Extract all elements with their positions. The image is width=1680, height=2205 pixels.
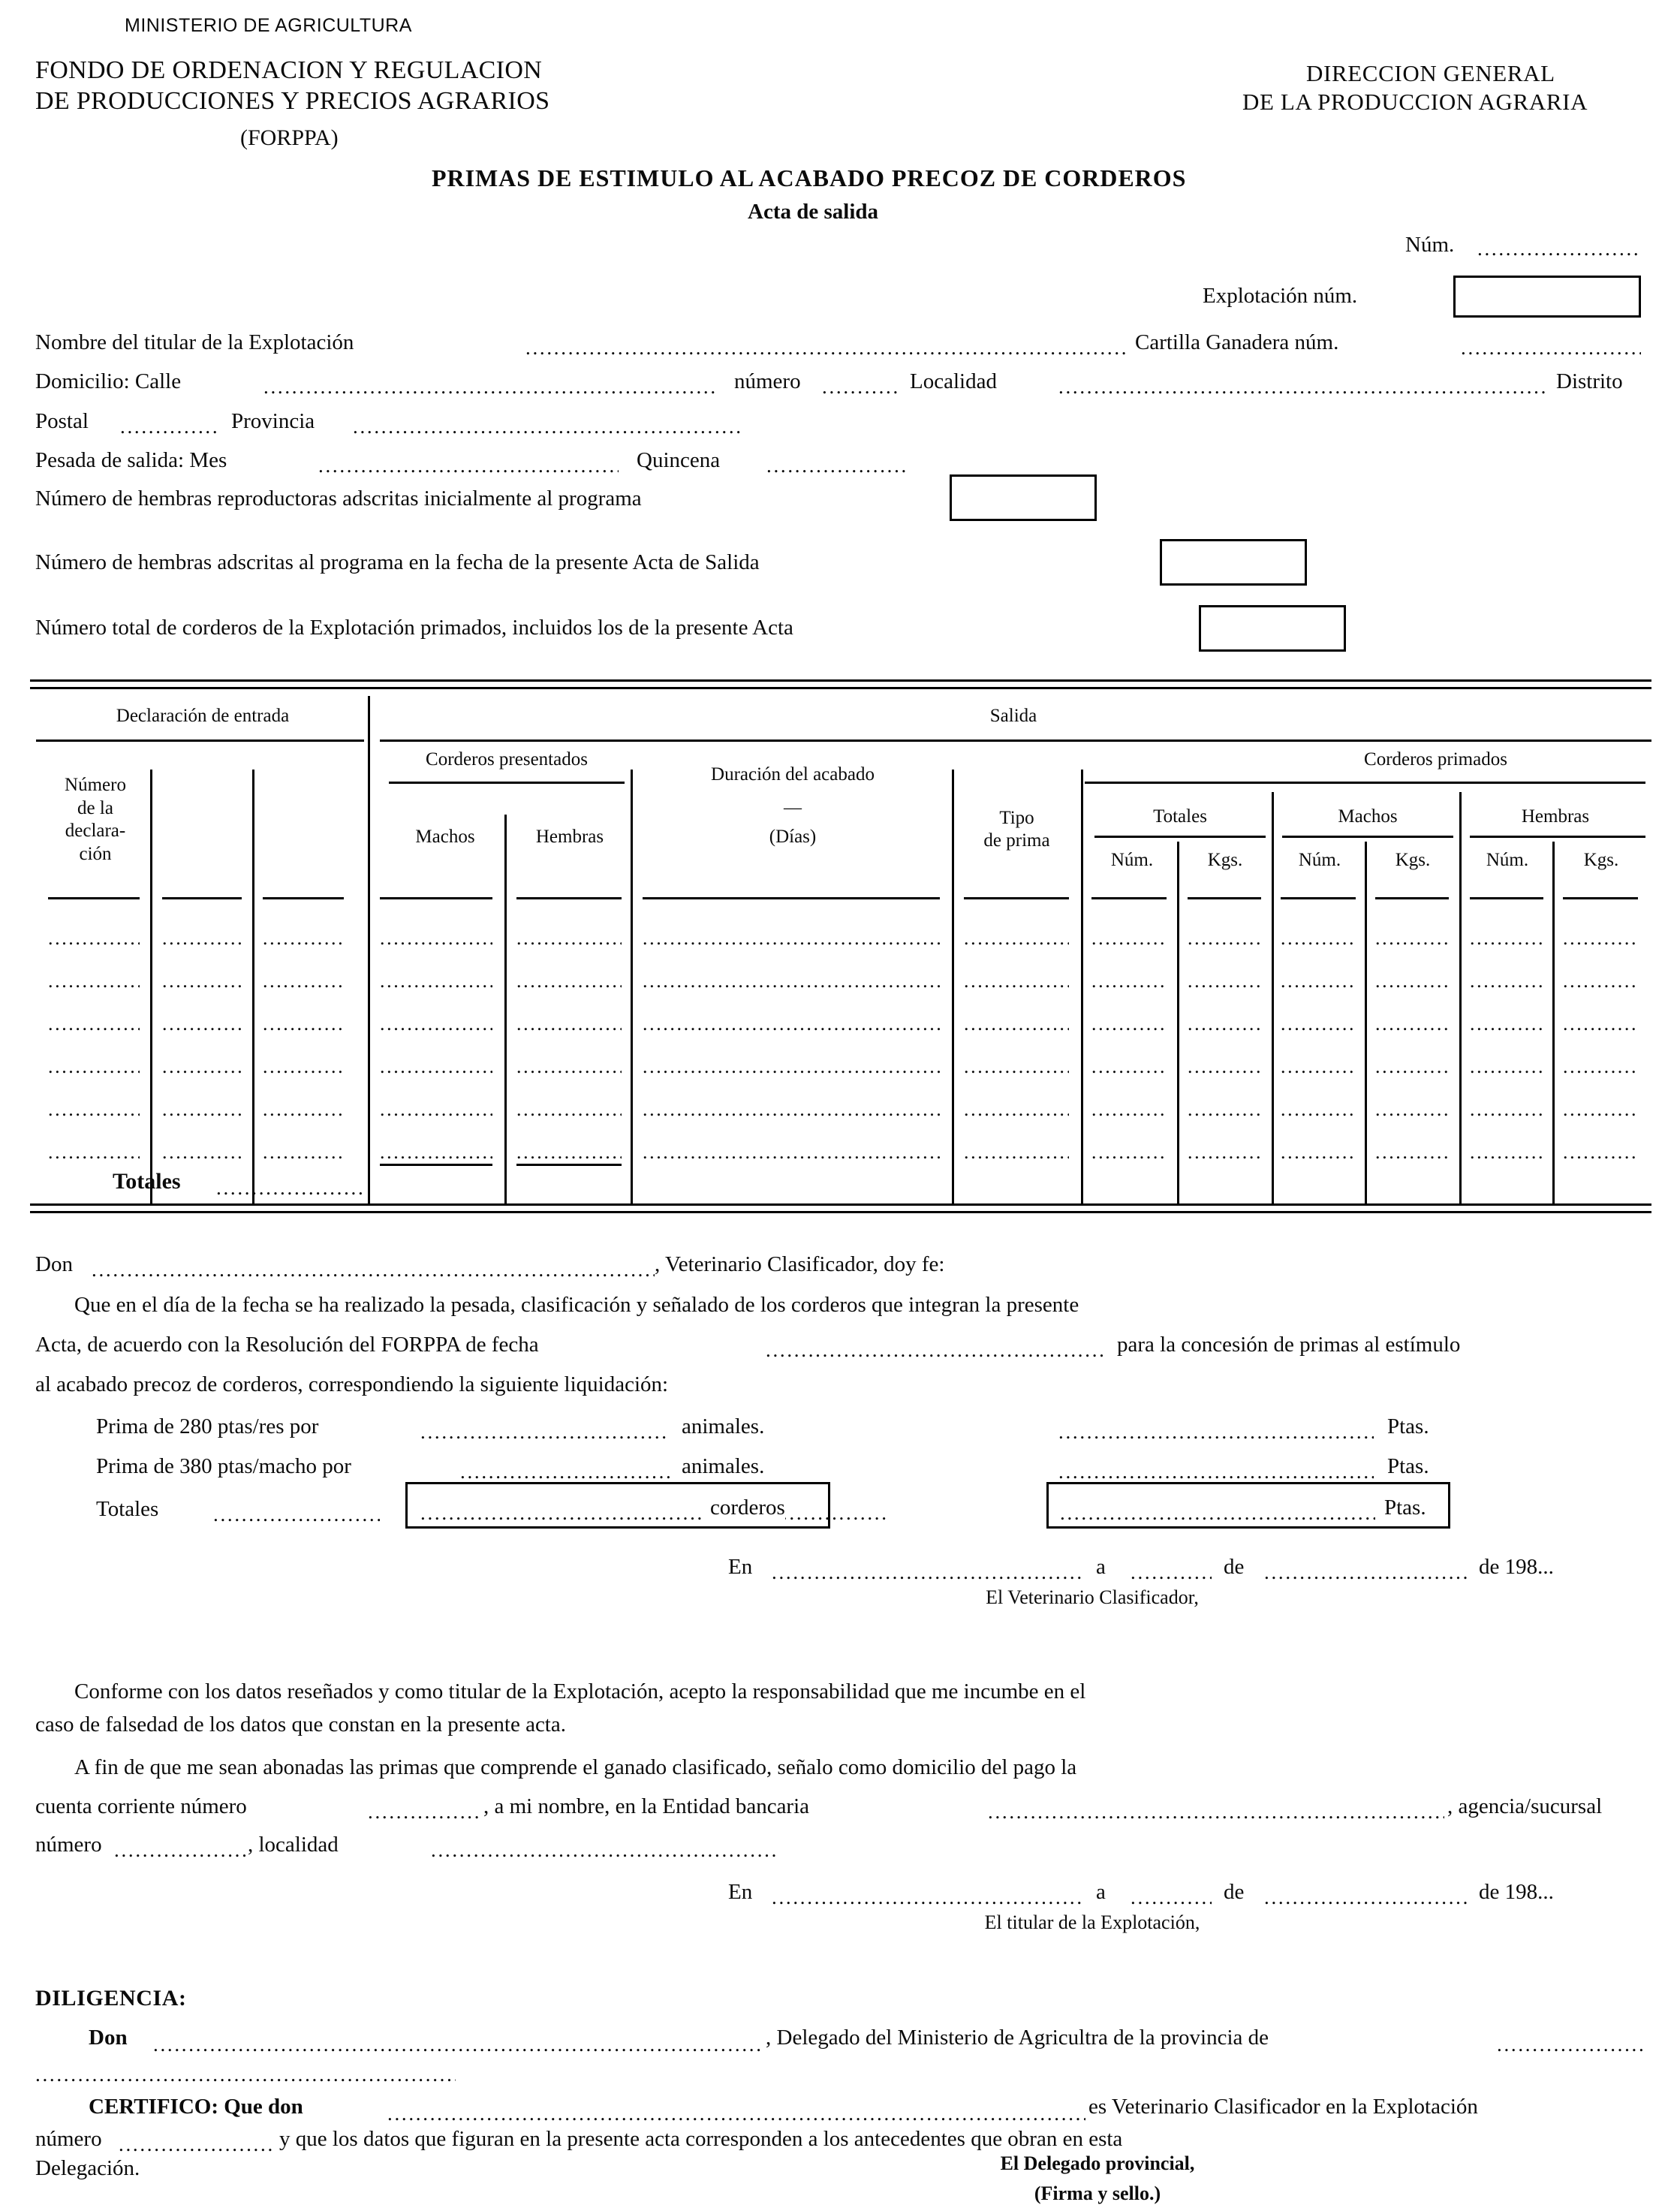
table-cell-dotted[interactable]	[1563, 1056, 1638, 1078]
table-cell-dotted[interactable]	[516, 1056, 622, 1078]
hembras-iniciales-box[interactable]	[950, 474, 1097, 521]
table-cell-dotted[interactable]	[48, 970, 140, 993]
diligencia-don-field[interactable]	[153, 2033, 763, 2056]
col-numero-declaracion-line-2: de la	[77, 797, 113, 818]
prima-res-ptas-label: Ptas.	[1387, 1414, 1429, 1438]
table-cell-dotted[interactable]	[1470, 1013, 1543, 1035]
sign1-mes-field[interactable]	[1264, 1561, 1467, 1584]
sign2-mes-field[interactable]	[1264, 1886, 1467, 1909]
table-cell-dotted[interactable]	[1188, 1141, 1261, 1164]
sign2-a-label: a	[1096, 1880, 1106, 1904]
ministry-label: MINISTERIO DE AGRICULTURA	[125, 15, 412, 36]
rule-under-sub-totales	[1094, 836, 1266, 838]
col-hembras-presentados: Hembras	[535, 827, 604, 847]
certificacion-para-1b-pre: Acta, de acuerdo con la Resolución del FORPPA de fecha	[35, 1333, 539, 1357]
table-cell-dotted[interactable]	[162, 1013, 242, 1035]
certificacion-para-1c: al acabado precoz de corderos, correspondiendo la siguiente liquidación:	[35, 1372, 669, 1396]
conforme-para-1a: Conforme con los datos reseñados y como titular de la Explotación, acepto la responsabilidad que me incumbe en el	[74, 1679, 1086, 1703]
rule-above-body-3	[263, 897, 344, 899]
table-top-rule-1	[30, 679, 1651, 682]
divider-declaracion-salida	[368, 696, 370, 1203]
table-cell-dotted[interactable]	[162, 927, 242, 950]
table-cell-dotted[interactable]	[48, 927, 140, 950]
table-cell-dotted[interactable]	[1281, 1056, 1356, 1078]
table-cell-dotted[interactable]	[516, 927, 622, 950]
table-bottom-rule-1	[30, 1203, 1651, 1206]
conforme-para-2a: A fin de que me sean abonadas las primas que comprende el ganado clasificado, señalo como domicilio del pago la	[74, 1755, 1077, 1779]
table-cell-dotted[interactable]	[1091, 1141, 1167, 1164]
sign2-de-label: de	[1224, 1880, 1245, 1904]
entidad-bancaria-field[interactable]	[988, 1800, 1444, 1824]
group-salida: Salida	[989, 706, 1037, 726]
diligencia-don-label: Don	[89, 2026, 128, 2050]
certifico-numero-label: número	[35, 2127, 102, 2151]
table-cell-dotted[interactable]	[1470, 970, 1543, 993]
pesada-mes-field[interactable]	[318, 454, 619, 477]
unit-totales-kgs: Kgs.	[1207, 850, 1243, 870]
table-cell-dotted[interactable]	[1375, 1141, 1449, 1164]
table-cell-dotted[interactable]	[48, 1056, 140, 1078]
table-cell-dotted[interactable]	[643, 1056, 940, 1078]
table-cell-dotted[interactable]	[1091, 1013, 1167, 1035]
rule-above-body-5	[516, 897, 622, 899]
table-top-rule-2	[30, 687, 1651, 689]
table-cell-dotted[interactable]	[643, 1013, 940, 1035]
prima-macho-animales-label: animales.	[682, 1454, 765, 1478]
duracion-dash: —	[784, 798, 802, 818]
agencia-localidad-field[interactable]	[431, 1839, 776, 1862]
col-numero-declaracion-line-4: ción	[79, 843, 112, 864]
divider-col-b	[252, 770, 254, 1203]
unit-totales-num: Núm.	[1110, 850, 1154, 870]
total-corderos-box[interactable]	[1199, 605, 1346, 652]
table-cell-dotted[interactable]	[380, 1056, 492, 1078]
table-cell-dotted[interactable]	[162, 1141, 242, 1164]
fondo-line-1: FONDO DE ORDENACION Y REGULACION	[35, 56, 543, 84]
col-numero-declaracion-line-3: declara-	[65, 821, 126, 841]
table-cell-dotted[interactable]	[1375, 970, 1449, 993]
table-cell-dotted[interactable]	[964, 1098, 1069, 1121]
sign1-anio-label: de 198...	[1479, 1555, 1554, 1579]
table-cell-dotted[interactable]	[1281, 1013, 1356, 1035]
table-cell-dotted[interactable]	[1091, 970, 1167, 993]
nombre-titular-field[interactable]	[525, 336, 1129, 360]
table-cell-dotted[interactable]	[1470, 1141, 1543, 1164]
unit-hembras-num: Núm.	[1486, 850, 1529, 870]
divider-machos-hembras-presentados	[504, 815, 507, 1203]
col-tipo-prima-line-2: de prima	[983, 830, 1050, 851]
sign1-role-label: El Veterinario Clasificador,	[986, 1586, 1199, 1608]
table-cell-dotted[interactable]	[1563, 1098, 1638, 1121]
don-veterinario-tail: , Veterinario Clasificador, doy fe:	[655, 1252, 945, 1276]
numero-field[interactable]	[822, 375, 897, 399]
provincia-label: Provincia	[231, 409, 315, 433]
table-cell-dotted[interactable]	[516, 1013, 622, 1035]
totales-ptas-label: Ptas.	[1380, 1496, 1426, 1520]
table-cell-dotted[interactable]	[1375, 1013, 1449, 1035]
diligencia-don-tail: , Delegado del Ministerio de Agricultra de la provincia de	[766, 2026, 1269, 2050]
totales-corderos-field[interactable]	[420, 1502, 886, 1525]
quincena-field[interactable]	[766, 454, 908, 477]
table-cell-dotted[interactable]	[1281, 1141, 1356, 1164]
col-tipo-prima-line-1: Tipo	[999, 808, 1034, 828]
localidad-field[interactable]	[1058, 375, 1546, 399]
sign2-en-label: En	[728, 1880, 753, 1904]
prima-macho-ptas-field[interactable]	[1058, 1460, 1374, 1484]
table-cell-dotted[interactable]	[1563, 1141, 1638, 1164]
certifico-para-c3: Delegación.	[35, 2156, 140, 2180]
divider-duracion-tipoprima	[952, 770, 954, 1203]
divider-totales-machos	[1272, 792, 1274, 1203]
certifico-numero-field[interactable]	[119, 2133, 275, 2156]
group-declaracion-entrada: Declaración de entrada	[116, 706, 290, 726]
postal-field[interactable]	[120, 415, 219, 438]
table-totales-field[interactable]	[216, 1176, 363, 1200]
table-cell-dotted[interactable]	[162, 1098, 242, 1121]
entidad-bancaria-label: , a mi nombre, en la Entidad bancaria	[483, 1794, 810, 1818]
table-cell-dotted[interactable]	[162, 1056, 242, 1078]
group-corderos-primados: Corderos primados	[1364, 749, 1507, 770]
table-cell-dotted[interactable]	[964, 970, 1069, 993]
hembras-iniciales-label: Número de hembras reproductoras adscritas inicialmente al programa	[35, 486, 642, 511]
divider-totales-num-kgs	[1177, 842, 1179, 1203]
sign2-lugar-field[interactable]	[772, 1886, 1084, 1909]
resolucion-fecha-field[interactable]	[766, 1339, 1103, 1362]
table-cell-dotted[interactable]	[1281, 927, 1356, 950]
agencia-localidad-label: , localidad	[248, 1833, 339, 1857]
cartilla-ganadera-field[interactable]	[1461, 336, 1641, 360]
totales-corderos-label: corderos	[704, 1496, 785, 1520]
table-cell-dotted[interactable]	[964, 927, 1069, 950]
rule-under-corderos-presentados	[389, 782, 625, 784]
unit-machos-num: Núm.	[1298, 850, 1341, 870]
postal-label: Postal	[35, 409, 89, 433]
table-cell-dotted[interactable]	[1188, 970, 1261, 993]
duracion-dias: (Días)	[769, 827, 817, 847]
table-cell-dotted[interactable]	[1188, 1056, 1261, 1078]
direccion-line-2: DE LA PRODUCCION AGRARIA	[1242, 89, 1588, 115]
sign1-a-label: a	[1096, 1555, 1106, 1579]
divider-machos-num-kgs	[1365, 842, 1367, 1203]
table-cell-dotted[interactable]	[263, 1141, 344, 1164]
table-cell-dotted[interactable]	[643, 970, 940, 993]
prima-res-animales-field[interactable]	[420, 1420, 668, 1444]
corderos-table	[30, 679, 1651, 1216]
group-duracion-acabado: Duración del acabado	[711, 764, 875, 785]
table-cell-dotted[interactable]	[964, 1013, 1069, 1035]
table-totales-label: Totales	[113, 1169, 181, 1194]
page-subtitle: Acta de salida	[748, 200, 878, 224]
certifico-tail: es Veterinario Clasificador en la Explotación	[1088, 2095, 1478, 2119]
rule-above-body-2	[162, 897, 242, 899]
table-cell-dotted[interactable]	[263, 1098, 344, 1121]
table-cell-dotted[interactable]	[1281, 1098, 1356, 1121]
table-cell-dotted[interactable]	[1563, 970, 1638, 993]
table-cell-dotted[interactable]	[1470, 1098, 1543, 1121]
sub-hembras-primados: Hembras	[1521, 806, 1590, 827]
hembras-fecha-box[interactable]	[1160, 539, 1307, 586]
table-cell-dotted[interactable]	[1188, 927, 1261, 950]
prima-macho-animales-field[interactable]	[460, 1460, 670, 1484]
table-cell-dotted[interactable]	[516, 1141, 622, 1164]
prima-macho-label: Prima de 380 ptas/macho por	[96, 1454, 351, 1478]
rule-above-body-13	[1563, 897, 1638, 899]
table-cell-dotted[interactable]	[380, 1098, 492, 1121]
diligencia-provincia-field[interactable]	[1497, 2033, 1644, 2056]
table-cell-dotted[interactable]	[263, 970, 344, 993]
rule-under-salida	[380, 740, 1651, 742]
divider-machos-hembras-primados	[1459, 792, 1462, 1203]
certificacion-para-1: Que en el día de la fecha se ha realizado la pesada, clasificación y señalado de los corderos que integran la presente	[74, 1293, 1079, 1317]
sign2-role-label: El titular de la Explotación,	[984, 1911, 1200, 1933]
explotacion-num-label: Explotación núm.	[1203, 284, 1358, 308]
forppa-label: (FORPPA)	[240, 125, 339, 150]
don-veterinario-label: Don	[35, 1252, 73, 1276]
table-cell-dotted[interactable]	[48, 1098, 140, 1121]
agencia-numero-label: número	[35, 1833, 102, 1857]
table-cell-dotted[interactable]	[643, 1141, 940, 1164]
table-cell-dotted[interactable]	[1470, 927, 1543, 950]
prima-macho-ptas-label: Ptas.	[1387, 1454, 1429, 1478]
sign1-dia-field[interactable]	[1131, 1561, 1212, 1584]
rule-above-body-7	[964, 897, 1069, 899]
diligencia-provincia-field-cont[interactable]	[35, 2063, 456, 2086]
table-cell-dotted[interactable]	[1470, 1056, 1543, 1078]
table-cell-dotted[interactable]	[643, 927, 940, 950]
table-cell-dotted[interactable]	[1091, 1056, 1167, 1078]
rule-above-body-9	[1188, 897, 1261, 899]
table-cell-dotted[interactable]	[1188, 1013, 1261, 1035]
rule-above-body-10	[1281, 897, 1356, 899]
table-cell-dotted[interactable]	[263, 927, 344, 950]
table-bottom-rule-2	[30, 1211, 1651, 1213]
col-numero-declaracion-line-1: Número	[65, 775, 126, 795]
table-cell-dotted[interactable]	[964, 1141, 1069, 1164]
prima-res-label: Prima de 280 ptas/res por	[96, 1414, 319, 1438]
sub-machos-primados: Machos	[1338, 806, 1398, 827]
sign1-de-label: de	[1224, 1555, 1245, 1579]
table-cell-dotted[interactable]	[1563, 1013, 1638, 1035]
hembras-fecha-label: Número de hembras adscritas al programa en la fecha de la presente Acta de Salida	[35, 550, 760, 574]
rule-above-body-11	[1375, 897, 1449, 899]
certifico-don-field[interactable]	[387, 2102, 1085, 2125]
unit-machos-kgs: Kgs.	[1395, 850, 1431, 870]
cuenta-corriente-label: cuenta corriente número	[35, 1794, 247, 1818]
sign1-lugar-field[interactable]	[772, 1561, 1084, 1584]
divider-col-a	[150, 770, 152, 1203]
table-cell-dotted[interactable]	[380, 927, 492, 950]
rule-above-body-4	[380, 897, 492, 899]
cartilla-ganadera-label: Cartilla Ganadera núm.	[1135, 330, 1339, 354]
rule-under-sub-machos	[1282, 836, 1453, 838]
total-corderos-label: Número total de corderos de la Explotación primados, incluidos los de la presente Acta	[35, 616, 793, 640]
rule-under-corderos-primados	[1085, 782, 1645, 784]
table-cell-dotted[interactable]	[1188, 1098, 1261, 1121]
provincia-field[interactable]	[353, 415, 744, 438]
table-cell-dotted[interactable]	[1091, 927, 1167, 950]
table-cell-dotted[interactable]	[1375, 1098, 1449, 1121]
rule-above-body-6	[643, 897, 940, 899]
liquidacion-totales-label: Totales	[96, 1497, 159, 1521]
agencia-sucursal-label: , agencia/sucursal	[1447, 1794, 1603, 1818]
delegado-provincial-label: El Delegado provincial,	[1000, 2152, 1195, 2174]
firma-sello-label: (Firma y sello.)	[1034, 2182, 1161, 2204]
divider-hembras-num-kgs	[1552, 842, 1555, 1203]
conforme-para-1b: caso de falsedad de los datos que constan en la presente acta.	[35, 1712, 566, 1737]
localidad-label: Localidad	[910, 369, 997, 393]
agencia-numero-field[interactable]	[114, 1839, 248, 1862]
table-cell-dotted[interactable]	[964, 1056, 1069, 1078]
liquidacion-totales-dots[interactable]	[213, 1503, 380, 1526]
quincena-label: Quincena	[637, 448, 721, 472]
cuenta-corriente-field[interactable]	[368, 1800, 480, 1824]
table-cell-dotted[interactable]	[516, 1098, 622, 1121]
group-corderos-presentados: Corderos presentados	[426, 749, 588, 770]
divider-presentados-duracion	[631, 770, 633, 1203]
domicilio-calle-field[interactable]	[263, 375, 718, 399]
distrito-label: Distrito	[1556, 369, 1623, 393]
nombre-titular-label: Nombre del titular de la Explotación	[35, 330, 354, 354]
table-cell-dotted[interactable]	[1563, 927, 1638, 950]
table-cell-dotted[interactable]	[380, 970, 492, 993]
sub-totales-primados: Totales	[1153, 806, 1207, 827]
certificacion-para-1b-post: para la concesión de primas al estímulo	[1117, 1333, 1461, 1357]
numero-label: número	[734, 369, 801, 393]
num-dotted-field[interactable]	[1477, 237, 1641, 261]
table-cell-dotted[interactable]	[643, 1098, 940, 1121]
domicilio-label: Domicilio: Calle	[35, 369, 182, 393]
table-cell-dotted[interactable]	[1375, 927, 1449, 950]
page-title: PRIMAS DE ESTIMULO AL ACABADO PRECOZ DE CORDEROS	[432, 164, 1187, 191]
rule-under-declaracion	[36, 740, 364, 742]
table-cell-dotted[interactable]	[380, 1013, 492, 1035]
totales-ptas-field[interactable]	[1060, 1502, 1375, 1525]
table-cell-dotted[interactable]	[263, 1013, 344, 1035]
diligencia-heading: DILIGENCIA:	[35, 1986, 187, 2011]
col-numero-declaracion	[39, 774, 152, 866]
prima-res-ptas-field[interactable]	[1058, 1420, 1374, 1444]
table-cell-dotted[interactable]	[1091, 1098, 1167, 1121]
num-label: Núm.	[1405, 233, 1455, 257]
rule-totales-hembras	[516, 1164, 622, 1166]
sign2-dia-field[interactable]	[1131, 1886, 1212, 1909]
table-cell-dotted[interactable]	[162, 970, 242, 993]
sign1-en-label: En	[728, 1555, 753, 1579]
explotacion-num-box[interactable]	[1453, 276, 1641, 318]
table-cell-dotted[interactable]	[48, 1013, 140, 1035]
prima-res-animales-label: animales.	[682, 1414, 765, 1438]
rule-above-body-8	[1091, 897, 1167, 899]
rule-under-sub-hembras	[1470, 836, 1645, 838]
col-tipo-prima	[955, 807, 1079, 852]
table-cell-dotted[interactable]	[516, 970, 622, 993]
table-cell-dotted[interactable]	[1281, 970, 1356, 993]
rule-above-body-12	[1470, 897, 1543, 899]
sign2-anio-label: de 198...	[1479, 1880, 1554, 1904]
fondo-line-2: DE PRODUCCIONES Y PRECIOS AGRARIOS	[35, 87, 550, 115]
certifico-label: CERTIFICO: Que don	[89, 2095, 303, 2119]
table-cell-dotted[interactable]	[1375, 1056, 1449, 1078]
divider-tipoprima-primados	[1081, 770, 1083, 1203]
certifico-para-c2: y que los datos que figuran en la presente acta corresponden a los antecedentes que obran en esta	[279, 2127, 1123, 2151]
direccion-line-1: DIRECCION GENERAL	[1306, 60, 1555, 86]
col-machos-presentados: Machos	[415, 827, 475, 847]
don-veterinario-field[interactable]	[92, 1258, 655, 1282]
unit-hembras-kgs: Kgs.	[1583, 850, 1619, 870]
rule-totales-machos	[380, 1164, 492, 1166]
table-cell-dotted[interactable]	[380, 1141, 492, 1164]
pesada-salida-label: Pesada de salida: Mes	[35, 448, 227, 472]
table-cell-dotted[interactable]	[48, 1141, 140, 1164]
table-cell-dotted[interactable]	[263, 1056, 344, 1078]
rule-above-body-1	[48, 897, 140, 899]
